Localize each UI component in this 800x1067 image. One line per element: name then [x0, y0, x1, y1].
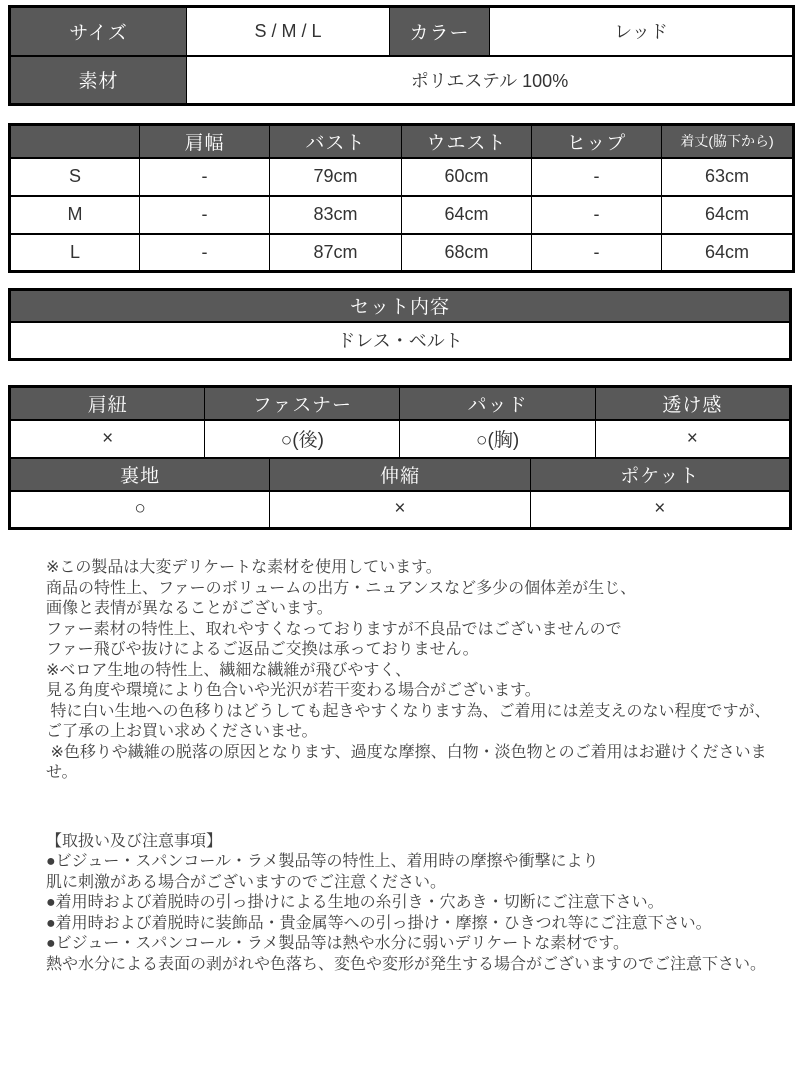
note-line: ファー飛びや抜けによるご返品ご交換は承っておりません。: [46, 641, 479, 658]
waist-cell: 64cm: [402, 196, 532, 234]
spec-row-material: [10, 56, 794, 105]
material-value-cell: ポリエステル 100%: [187, 56, 794, 105]
bust-header-cell: バスト: [270, 125, 402, 158]
note-line: ファー素材の特性上、取れやすくなっておりますが不良品ではございませんので: [46, 620, 622, 638]
set-contents-value-row: [10, 322, 791, 360]
handling-line: ●ビジュー・スパンコール・ラメ製品等の特性上、着用時の摩擦や衝撃により: [46, 853, 599, 870]
note-line: 画像と表情が異なることがございます。: [46, 600, 333, 617]
waist-header-cell: ウエスト: [402, 125, 532, 158]
hip-cell: -: [532, 158, 662, 196]
features-header-row-2: [10, 458, 791, 491]
length-cell: 63cm: [662, 158, 794, 196]
material-label-cell: 素材: [10, 56, 187, 105]
note-line: 見る角度や環境により色合いや光沢が若干変わる場合がございます。: [46, 682, 541, 699]
features-value-row-2: [10, 491, 791, 529]
set-contents-table: [8, 288, 792, 361]
size-cell: M: [10, 196, 140, 234]
spec-row-size-color: [10, 7, 794, 56]
pocket-header-cell: ポケット: [530, 458, 790, 491]
lining-value-cell: ○: [10, 491, 270, 529]
pad-header-cell: パッド: [400, 387, 595, 420]
hip-header-cell: ヒップ: [532, 125, 662, 158]
size-label-cell: サイズ: [10, 7, 187, 56]
set-contents-header-cell: セット内容: [10, 290, 791, 322]
note-line: ※この製品は大変デリケートな素材を使用しています。: [46, 559, 442, 576]
strap-value-cell: ×: [10, 420, 205, 458]
features-value-row-1: [10, 420, 791, 458]
shoulder-cell: -: [140, 234, 270, 272]
length-header-cell: 着丈(脇下から): [662, 125, 794, 158]
bust-cell: 83cm: [270, 196, 402, 234]
length-cell: 64cm: [662, 196, 794, 234]
handling-line: ●着用時および着脱時の引っ掛けによる生地の糸引き・穴あき・切断にご注意下さい。: [46, 894, 664, 911]
sheerness-value-cell: ×: [595, 420, 790, 458]
sheerness-header-cell: 透け感: [595, 387, 790, 420]
size-value-cell: S / M / L: [187, 7, 390, 56]
handling-title: 【取扱い及び注意事項】: [46, 832, 223, 850]
note-line: ※ベロア生地の特性上、繊細な繊維が飛びやすく、: [46, 661, 412, 679]
size-cell: S: [10, 158, 140, 196]
note-line: 特に白い生地への色移りはどうしても起きやすくなります為、ご着用には差支えのない程度ですが、: [46, 702, 771, 720]
shoulder-cell: -: [140, 196, 270, 234]
features-table: [8, 385, 792, 530]
waist-cell: 68cm: [402, 234, 532, 272]
waist-cell: 60cm: [402, 158, 532, 196]
note-line: ※色移りや繊維の脱落の原因となります、過度な摩擦、白物・淡色物とのご着用はお避けくださいませ。: [46, 743, 767, 781]
stretch-header-cell: 伸縮: [270, 458, 530, 491]
measurement-row-l: [10, 234, 794, 272]
strap-header-cell: 肩紐: [10, 387, 205, 420]
shoulder-header-cell: 肩幅: [140, 125, 270, 158]
measurement-header-row: [10, 125, 794, 158]
handling-notes: [8, 832, 792, 976]
hip-cell: -: [532, 234, 662, 272]
note-line: 商品の特性上、ファーのボリュームの出方・ニュアンスなど多少の個体差が生じ、: [46, 579, 637, 597]
stretch-value-cell: ×: [270, 491, 530, 529]
handling-line: 肌に刺激がある場合がございますのでご注意ください。: [46, 873, 447, 891]
corner-header-cell: [10, 125, 140, 158]
fastener-header-cell: ファスナー: [205, 387, 400, 420]
bust-cell: 79cm: [270, 158, 402, 196]
note-line: ご了承の上お買い求めくださいませ。: [46, 723, 318, 740]
color-value-cell: レッド: [490, 7, 794, 56]
length-cell: 64cm: [662, 234, 794, 272]
handling-line: 熱や水分による表面の剥がれや色落ち、変色や変形が発生する場合がございますのでご注意下さい。: [46, 955, 767, 973]
hip-cell: -: [532, 196, 662, 234]
set-contents-header-row: [10, 290, 791, 322]
features-header-row-1: [10, 387, 791, 420]
measurement-row-m: [10, 196, 794, 234]
handling-line: ●ビジュー・スパンコール・ラメ製品等は熱や水分に弱いデリケートな素材です。: [46, 935, 629, 952]
pad-value-cell: ○(胸): [400, 420, 595, 458]
size-cell: L: [10, 234, 140, 272]
color-label-cell: カラー: [390, 7, 490, 56]
bust-cell: 87cm: [270, 234, 402, 272]
lining-header-cell: 裏地: [10, 458, 270, 491]
handling-line: ●着用時および着脱時に装飾品・貴金属等への引っ掛け・摩擦・ひきつれ等にご注意下さい。: [46, 914, 712, 932]
spec-table: [8, 5, 795, 106]
fastener-value-cell: ○(後): [205, 420, 400, 458]
measurement-row-s: [10, 158, 794, 196]
material-notes: [8, 558, 792, 784]
shoulder-cell: -: [140, 158, 270, 196]
set-contents-value-cell: ドレス・ベルト: [10, 322, 791, 360]
pocket-value-cell: ×: [530, 491, 790, 529]
measurement-table: [8, 123, 795, 273]
